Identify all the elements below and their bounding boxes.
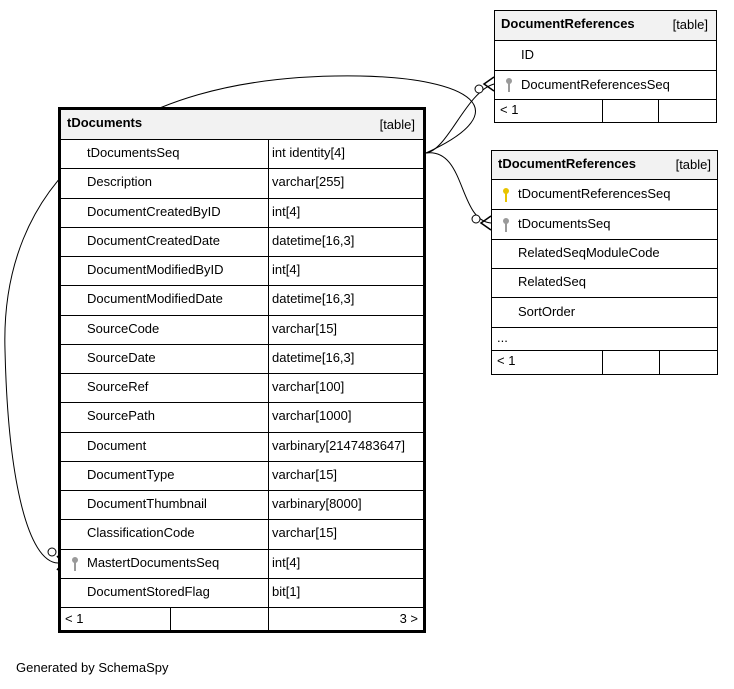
more-columns-ellipsis: ... xyxy=(497,330,508,345)
column-divider xyxy=(268,316,269,344)
column-name: MastertDocumentsSeq xyxy=(87,554,220,570)
column-name: ClassificationCode xyxy=(87,525,195,541)
table-header xyxy=(495,11,716,41)
parent-count: 3 > xyxy=(399,611,418,626)
column-divider xyxy=(268,257,269,285)
table-row[interactable] xyxy=(492,298,717,328)
column-type: varchar[15] xyxy=(272,320,338,336)
table-row[interactable] xyxy=(61,520,423,549)
column-divider xyxy=(268,433,269,461)
table-row[interactable] xyxy=(61,140,423,169)
table-type-label: [table] xyxy=(672,17,708,32)
column-divider xyxy=(268,228,269,256)
column-name: ID xyxy=(521,47,534,62)
column-name: SourceRef xyxy=(87,379,149,394)
more-columns-row xyxy=(492,328,717,351)
column-name: SortOrder xyxy=(518,304,576,319)
column-type: datetime[16,3] xyxy=(272,291,355,307)
column-name: SourceCode xyxy=(87,320,160,336)
table-row[interactable] xyxy=(61,579,423,608)
relationship-line xyxy=(426,84,494,153)
column-name: DocumentCreatedDate xyxy=(87,232,220,248)
column-divider xyxy=(268,491,269,519)
optional-circle-icon xyxy=(472,215,480,223)
table-footer xyxy=(492,351,717,374)
column-name: DocumentThumbnail xyxy=(87,496,207,511)
column-type: varbinary[2147483647] xyxy=(272,437,405,453)
table-row[interactable] xyxy=(61,199,423,228)
column-divider xyxy=(268,199,269,227)
table-header xyxy=(492,151,717,180)
column-type: int[4] xyxy=(272,203,301,219)
column-divider xyxy=(268,520,269,548)
column-divider xyxy=(268,345,269,373)
primary-key-icon xyxy=(502,187,510,203)
foreign-key-icon xyxy=(71,556,79,572)
column-name: DocumentCreatedByID xyxy=(87,203,221,219)
footer-divider xyxy=(268,608,269,632)
table-type-label: [table] xyxy=(675,157,711,172)
footer-divider xyxy=(602,100,603,122)
child-count: < 1 xyxy=(500,102,519,117)
column-name: RelatedSeqModuleCode xyxy=(518,245,660,260)
column-divider xyxy=(268,169,269,197)
table-row[interactable] xyxy=(492,269,717,298)
optional-circle-icon xyxy=(475,85,483,93)
table-row[interactable] xyxy=(61,491,423,520)
table-row[interactable] xyxy=(492,240,717,269)
table-footer xyxy=(495,100,716,122)
column-name: Description xyxy=(87,174,153,190)
generated-by-label: Generated by SchemaSpy xyxy=(16,660,169,675)
table-documentreferences[interactable] xyxy=(494,10,717,123)
column-type: varchar[15] xyxy=(272,525,338,541)
table-name: tDocumentReferences xyxy=(498,156,636,171)
foreign-key-icon xyxy=(505,77,513,93)
table-header xyxy=(61,110,423,140)
column-name: tDocumentsSeq xyxy=(518,216,611,231)
table-row[interactable] xyxy=(61,169,423,198)
table-row[interactable] xyxy=(495,41,716,71)
column-type: bit[1] xyxy=(272,583,301,599)
footer-divider xyxy=(602,351,603,374)
column-divider xyxy=(268,374,269,402)
column-divider xyxy=(268,286,269,314)
column-name: Document xyxy=(87,437,147,453)
table-row[interactable] xyxy=(61,316,423,345)
relationship-line xyxy=(426,153,491,223)
table-row[interactable] xyxy=(61,433,423,462)
column-type: varbinary[8000] xyxy=(272,496,362,511)
column-name: SourcePath xyxy=(87,408,155,424)
child-count: < 1 xyxy=(65,611,84,626)
table-tdocuments[interactable] xyxy=(58,107,426,633)
table-name: tDocuments xyxy=(67,115,143,130)
table-row[interactable] xyxy=(61,345,423,374)
column-name: DocumentType xyxy=(87,466,175,482)
optional-circle-icon xyxy=(48,548,56,556)
column-name: RelatedSeq xyxy=(518,274,586,289)
table-row[interactable] xyxy=(61,257,423,286)
column-type: varchar[15] xyxy=(272,466,338,482)
table-row[interactable] xyxy=(495,71,716,100)
table-row[interactable] xyxy=(61,286,423,315)
column-name: DocumentReferencesSeq xyxy=(521,77,670,92)
table-row[interactable] xyxy=(61,403,423,432)
column-type: varchar[255] xyxy=(272,174,345,190)
column-divider xyxy=(268,579,269,607)
table-type-label: [table] xyxy=(379,117,415,132)
column-divider xyxy=(268,550,269,578)
column-name: DocumentModifiedDate xyxy=(87,291,223,307)
column-name: DocumentModifiedByID xyxy=(87,262,224,277)
table-tdocumentreferences[interactable] xyxy=(491,150,718,375)
foreign-key-icon xyxy=(502,217,510,233)
table-row[interactable] xyxy=(492,210,717,240)
column-type: int[4] xyxy=(272,262,301,277)
column-name: DocumentStoredFlag xyxy=(87,583,210,599)
table-row[interactable] xyxy=(61,374,423,403)
column-divider xyxy=(268,403,269,431)
column-type: datetime[16,3] xyxy=(272,349,355,365)
column-name: SourceDate xyxy=(87,349,156,365)
table-row[interactable] xyxy=(61,550,423,579)
column-type: varchar[1000] xyxy=(272,408,352,424)
table-row[interactable] xyxy=(61,462,423,491)
column-name: tDocumentReferencesSeq xyxy=(518,186,671,201)
footer-divider xyxy=(170,608,171,632)
table-row[interactable] xyxy=(492,180,717,210)
footer-divider xyxy=(658,100,659,122)
table-name: DocumentReferences xyxy=(501,16,635,31)
column-name: tDocumentsSeq xyxy=(87,145,180,160)
column-type: varchar[100] xyxy=(272,379,345,394)
table-footer xyxy=(61,608,423,632)
column-type: int identity[4] xyxy=(272,145,345,160)
column-divider xyxy=(268,140,269,168)
column-divider xyxy=(268,462,269,490)
footer-divider xyxy=(659,351,660,374)
column-type: int[4] xyxy=(272,554,301,570)
table-row[interactable] xyxy=(61,228,423,257)
column-type: datetime[16,3] xyxy=(272,232,355,248)
child-count: < 1 xyxy=(497,353,516,368)
